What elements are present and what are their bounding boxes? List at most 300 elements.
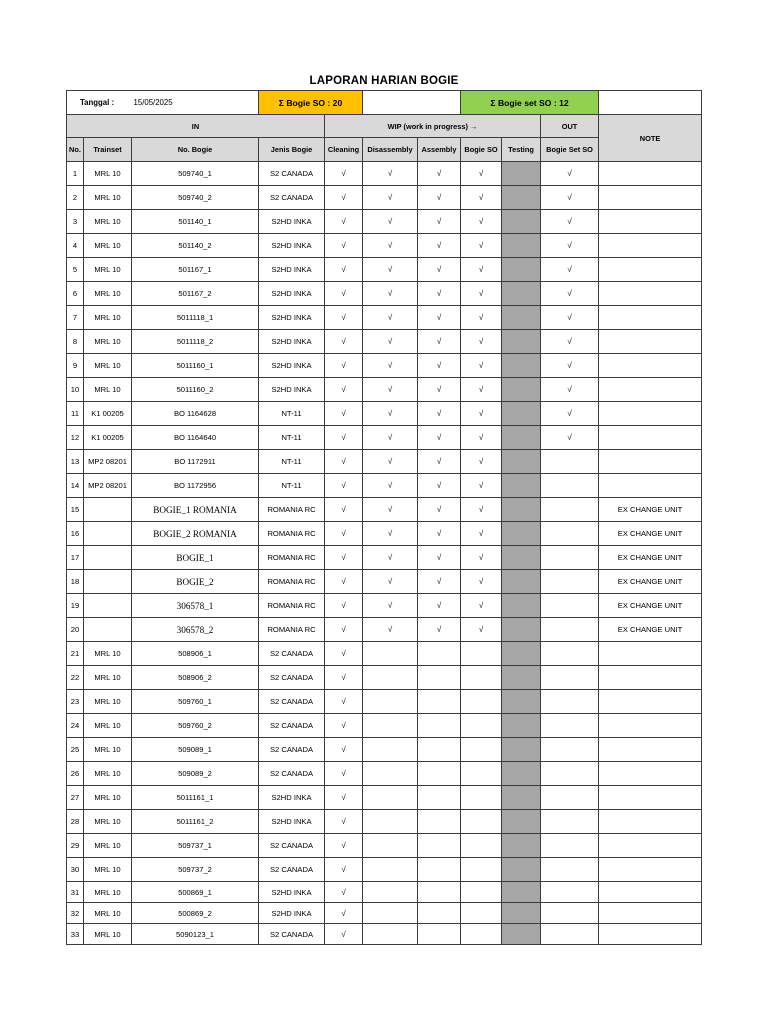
table-row: [67, 882, 702, 903]
cell-jenis-bogie: ROMANIA RC: [259, 546, 325, 570]
cell-cleaning: √: [325, 786, 363, 810]
cell-jenis-bogie: S2 CANADA: [259, 642, 325, 666]
cell-no-bogie: 500869_1: [132, 882, 259, 903]
cell-assembly: √: [418, 426, 461, 450]
table-row: [67, 924, 702, 945]
cell-no-bogie: 5011118_1: [132, 306, 259, 330]
cell-disassembly: [363, 810, 418, 834]
cell-bogie-so: √: [461, 210, 502, 234]
cell-no: 16: [67, 522, 84, 546]
cell-no: 6: [67, 282, 84, 306]
cell-disassembly: √: [363, 282, 418, 306]
header-no: No.: [67, 138, 84, 162]
cell-disassembly: √: [363, 330, 418, 354]
bogie-set-so-total: [461, 91, 599, 115]
table-row: [67, 903, 702, 924]
cell-trainset: MRL 10: [84, 714, 132, 738]
cell-testing: [502, 378, 541, 402]
cell-testing: [502, 210, 541, 234]
cell-bogie-so: [461, 786, 502, 810]
cell-testing: [502, 354, 541, 378]
cell-trainset: MRL 10: [84, 810, 132, 834]
cell-assembly: √: [418, 234, 461, 258]
tanggal-label: Tanggal :: [67, 91, 132, 115]
cell-no: 33: [67, 924, 84, 945]
cell-bogie-so: √: [461, 546, 502, 570]
cell-note: EX CHANGE UNIT: [599, 522, 702, 546]
cell-testing: [502, 714, 541, 738]
cell-assembly: [418, 786, 461, 810]
cell-assembly: [418, 642, 461, 666]
bogie-so-label: Σ Bogie SO :: [278, 97, 331, 108]
cell-jenis-bogie: ROMANIA RC: [259, 498, 325, 522]
cell-no: 20: [67, 618, 84, 642]
cell-jenis-bogie: S2HD INKA: [259, 354, 325, 378]
table-row: [67, 858, 702, 882]
cell-no-bogie: 306578_2: [132, 618, 259, 642]
cell-note: [599, 810, 702, 834]
cell-note: [599, 402, 702, 426]
cell-jenis-bogie: NT-11: [259, 402, 325, 426]
cell-disassembly: √: [363, 594, 418, 618]
cell-jenis-bogie: S2HD INKA: [259, 786, 325, 810]
cell-no: 11: [67, 402, 84, 426]
cell-bogie-set-so: √: [541, 306, 599, 330]
cell-bogie-so: [461, 858, 502, 882]
cell-no: 17: [67, 546, 84, 570]
cell-jenis-bogie: S2HD INKA: [259, 378, 325, 402]
cell-trainset: [84, 498, 132, 522]
cell-no: 9: [67, 354, 84, 378]
cell-note: [599, 924, 702, 945]
cell-assembly: √: [418, 378, 461, 402]
cell-jenis-bogie: ROMANIA RC: [259, 594, 325, 618]
cell-bogie-so: √: [461, 186, 502, 210]
cell-bogie-so: √: [461, 378, 502, 402]
cell-testing: [502, 738, 541, 762]
cell-disassembly: √: [363, 162, 418, 186]
cell-note: [599, 354, 702, 378]
cell-testing: [502, 924, 541, 945]
cell-no-bogie: 5011160_1: [132, 354, 259, 378]
cell-assembly: [418, 858, 461, 882]
cell-no: 23: [67, 690, 84, 714]
bogie-set-so-label: Σ Bogie set SO :: [490, 97, 557, 108]
cell-bogie-set-so: [541, 570, 599, 594]
header-bogie-so: Bogie SO: [461, 138, 502, 162]
cell-bogie-set-so: [541, 642, 599, 666]
cell-no-bogie: BOGIE_1 ROMANIA: [132, 498, 259, 522]
cell-jenis-bogie: S2HD INKA: [259, 258, 325, 282]
cell-disassembly: √: [363, 234, 418, 258]
header-testing: Testing: [502, 138, 541, 162]
cell-note: [599, 882, 702, 903]
cell-no-bogie: 509760_2: [132, 714, 259, 738]
cell-assembly: [418, 810, 461, 834]
cell-bogie-so: [461, 762, 502, 786]
cell-jenis-bogie: S2HD INKA: [259, 903, 325, 924]
header-jenis-bogie: Jenis Bogie: [259, 138, 325, 162]
cell-bogie-so: √: [461, 498, 502, 522]
cell-note: [599, 690, 702, 714]
cell-trainset: [84, 618, 132, 642]
cell-assembly: [418, 738, 461, 762]
cell-no-bogie: 5011161_1: [132, 786, 259, 810]
cell-bogie-so: [461, 834, 502, 858]
cell-trainset: MRL 10: [84, 234, 132, 258]
cell-testing: [502, 474, 541, 498]
table-row: [67, 474, 702, 498]
cell-trainset: MRL 10: [84, 690, 132, 714]
cell-bogie-set-so: √: [541, 282, 599, 306]
cell-note: [599, 738, 702, 762]
cell-no-bogie: 509737_2: [132, 858, 259, 882]
cell-no: 26: [67, 762, 84, 786]
cell-disassembly: [363, 762, 418, 786]
table-row: [67, 618, 702, 642]
header-out: OUT: [541, 115, 599, 138]
table-row: [67, 834, 702, 858]
cell-assembly: √: [418, 282, 461, 306]
cell-trainset: K1 00205: [84, 426, 132, 450]
cell-bogie-set-so: [541, 690, 599, 714]
table-row: [67, 594, 702, 618]
cell-assembly: √: [418, 306, 461, 330]
bogie-so-value: 20: [332, 97, 343, 108]
report-title: LAPORAN HARIAN BOGIE: [309, 75, 459, 87]
cell-no-bogie: 501167_1: [132, 258, 259, 282]
cell-disassembly: √: [363, 210, 418, 234]
cell-jenis-bogie: S2 CANADA: [259, 924, 325, 945]
cell-note: [599, 834, 702, 858]
cell-note: EX CHANGE UNIT: [599, 498, 702, 522]
cell-jenis-bogie: S2HD INKA: [259, 330, 325, 354]
table-row: [67, 282, 702, 306]
table-row: [67, 450, 702, 474]
cell-no: 15: [67, 498, 84, 522]
cell-note: [599, 378, 702, 402]
cell-assembly: √: [418, 354, 461, 378]
cell-no: 8: [67, 330, 84, 354]
cell-disassembly: √: [363, 186, 418, 210]
cell-disassembly: [363, 834, 418, 858]
cell-bogie-so: √: [461, 354, 502, 378]
cell-trainset: MRL 10: [84, 642, 132, 666]
cell-trainset: MRL 10: [84, 354, 132, 378]
cell-trainset: MRL 10: [84, 258, 132, 282]
header-bogie-set-so: Bogie Set SO: [541, 138, 599, 162]
header-cleaning: Cleaning: [325, 138, 363, 162]
cell-cleaning: √: [325, 546, 363, 570]
info-blank-2: [599, 91, 702, 115]
cell-jenis-bogie: S2 CANADA: [259, 834, 325, 858]
cell-assembly: [418, 690, 461, 714]
cell-assembly: √: [418, 618, 461, 642]
cell-trainset: K1 00205: [84, 402, 132, 426]
cell-jenis-bogie: S2HD INKA: [259, 210, 325, 234]
cell-assembly: √: [418, 258, 461, 282]
table-row: [67, 258, 702, 282]
cell-cleaning: √: [325, 426, 363, 450]
cell-bogie-set-so: [541, 498, 599, 522]
cell-no: 2: [67, 186, 84, 210]
cell-no-bogie: 501167_2: [132, 282, 259, 306]
cell-jenis-bogie: NT-11: [259, 426, 325, 450]
table-row: [67, 402, 702, 426]
cell-no-bogie: 5011161_2: [132, 810, 259, 834]
cell-disassembly: √: [363, 450, 418, 474]
cell-no: 7: [67, 306, 84, 330]
cell-testing: [502, 666, 541, 690]
cell-jenis-bogie: S2HD INKA: [259, 282, 325, 306]
cell-no: 25: [67, 738, 84, 762]
cell-disassembly: √: [363, 354, 418, 378]
table-row: [67, 666, 702, 690]
cell-bogie-set-so: √: [541, 210, 599, 234]
cell-disassembly: [363, 924, 418, 945]
cell-bogie-set-so: √: [541, 330, 599, 354]
cell-cleaning: √: [325, 378, 363, 402]
cell-bogie-set-so: √: [541, 426, 599, 450]
cell-trainset: MRL 10: [84, 882, 132, 903]
cell-bogie-so: [461, 903, 502, 924]
cell-cleaning: √: [325, 618, 363, 642]
cell-jenis-bogie: NT-11: [259, 450, 325, 474]
cell-testing: [502, 903, 541, 924]
cell-assembly: √: [418, 546, 461, 570]
cell-bogie-set-so: [541, 546, 599, 570]
cell-bogie-set-so: [541, 924, 599, 945]
cell-bogie-set-so: [541, 714, 599, 738]
cell-trainset: MP2 08201: [84, 450, 132, 474]
cell-bogie-set-so: [541, 882, 599, 903]
cell-note: [599, 642, 702, 666]
cell-testing: [502, 690, 541, 714]
cell-note: [599, 330, 702, 354]
cell-note: EX CHANGE UNIT: [599, 594, 702, 618]
table-row: [67, 210, 702, 234]
cell-bogie-set-so: [541, 594, 599, 618]
cell-testing: [502, 306, 541, 330]
cell-note: [599, 210, 702, 234]
cell-jenis-bogie: S2 CANADA: [259, 738, 325, 762]
cell-disassembly: [363, 882, 418, 903]
table-row: [67, 762, 702, 786]
cell-no: 14: [67, 474, 84, 498]
cell-cleaning: √: [325, 210, 363, 234]
cell-bogie-set-so: [541, 762, 599, 786]
cell-jenis-bogie: NT-11: [259, 474, 325, 498]
header-no-bogie: No. Bogie: [132, 138, 259, 162]
cell-cleaning: √: [325, 594, 363, 618]
cell-testing: [502, 426, 541, 450]
cell-no: 30: [67, 858, 84, 882]
cell-cleaning: √: [325, 522, 363, 546]
cell-no: 3: [67, 210, 84, 234]
cell-jenis-bogie: ROMANIA RC: [259, 618, 325, 642]
cell-bogie-set-so: [541, 450, 599, 474]
cell-assembly: [418, 666, 461, 690]
cell-testing: [502, 450, 541, 474]
cell-bogie-so: √: [461, 234, 502, 258]
cell-testing: [502, 882, 541, 903]
cell-testing: [502, 570, 541, 594]
cell-no: 1: [67, 162, 84, 186]
cell-testing: [502, 330, 541, 354]
cell-cleaning: √: [325, 738, 363, 762]
header-trainset: Trainset: [84, 138, 132, 162]
cell-bogie-set-so: √: [541, 378, 599, 402]
cell-note: EX CHANGE UNIT: [599, 618, 702, 642]
cell-no: 4: [67, 234, 84, 258]
cell-note: [599, 903, 702, 924]
cell-testing: [502, 498, 541, 522]
cell-cleaning: √: [325, 234, 363, 258]
cell-disassembly: [363, 714, 418, 738]
cell-assembly: √: [418, 498, 461, 522]
tanggal-value: 15/05/2025: [132, 91, 259, 115]
cell-testing: [502, 522, 541, 546]
cell-note: [599, 762, 702, 786]
cell-bogie-set-so: [541, 522, 599, 546]
cell-trainset: MRL 10: [84, 378, 132, 402]
cell-trainset: MRL 10: [84, 762, 132, 786]
cell-disassembly: [363, 690, 418, 714]
cell-cleaning: √: [325, 474, 363, 498]
cell-no: 21: [67, 642, 84, 666]
cell-note: [599, 282, 702, 306]
cell-no-bogie: 508906_2: [132, 666, 259, 690]
cell-bogie-so: √: [461, 594, 502, 618]
cell-testing: [502, 786, 541, 810]
cell-note: [599, 450, 702, 474]
cell-testing: [502, 858, 541, 882]
cell-trainset: MRL 10: [84, 834, 132, 858]
cell-no: 5: [67, 258, 84, 282]
cell-assembly: [418, 714, 461, 738]
cell-cleaning: √: [325, 450, 363, 474]
cell-bogie-so: [461, 714, 502, 738]
cell-disassembly: [363, 786, 418, 810]
cell-note: [599, 714, 702, 738]
cell-disassembly: √: [363, 522, 418, 546]
bogie-so-total: [259, 91, 363, 115]
cell-bogie-set-so: [541, 738, 599, 762]
table-row: [67, 426, 702, 450]
cell-trainset: MRL 10: [84, 924, 132, 945]
table-row: [67, 378, 702, 402]
cell-disassembly: [363, 738, 418, 762]
cell-no: 19: [67, 594, 84, 618]
table-row: [67, 690, 702, 714]
cell-cleaning: √: [325, 714, 363, 738]
table-row: [67, 186, 702, 210]
cell-no: 24: [67, 714, 84, 738]
cell-jenis-bogie: ROMANIA RC: [259, 522, 325, 546]
bogie-report-table: [66, 90, 702, 945]
cell-no-bogie: BOGIE_1: [132, 546, 259, 570]
info-row: [67, 91, 702, 115]
cell-assembly: √: [418, 450, 461, 474]
cell-cleaning: √: [325, 903, 363, 924]
cell-testing: [502, 810, 541, 834]
cell-bogie-so: [461, 690, 502, 714]
cell-bogie-set-so: [541, 666, 599, 690]
cell-no-bogie: 509737_1: [132, 834, 259, 858]
table-row: [67, 738, 702, 762]
cell-bogie-so: √: [461, 570, 502, 594]
cell-bogie-so: [461, 882, 502, 903]
cell-note: [599, 666, 702, 690]
cell-bogie-so: √: [461, 330, 502, 354]
cell-cleaning: √: [325, 834, 363, 858]
cell-no-bogie: BO 1172911: [132, 450, 259, 474]
cell-bogie-set-so: [541, 474, 599, 498]
cell-trainset: [84, 546, 132, 570]
cell-note: [599, 786, 702, 810]
cell-testing: [502, 402, 541, 426]
cell-jenis-bogie: S2 CANADA: [259, 858, 325, 882]
cell-bogie-set-so: [541, 618, 599, 642]
cell-disassembly: [363, 666, 418, 690]
cell-disassembly: √: [363, 426, 418, 450]
cell-jenis-bogie: S2 CANADA: [259, 186, 325, 210]
cell-no: 28: [67, 810, 84, 834]
cell-bogie-set-so: √: [541, 234, 599, 258]
cell-cleaning: √: [325, 762, 363, 786]
cell-no-bogie: 509740_1: [132, 162, 259, 186]
cell-testing: [502, 234, 541, 258]
cell-trainset: [84, 594, 132, 618]
cell-bogie-set-so: √: [541, 162, 599, 186]
cell-trainset: [84, 570, 132, 594]
cell-trainset: [84, 522, 132, 546]
cell-no-bogie: 508906_1: [132, 642, 259, 666]
cell-assembly: [418, 834, 461, 858]
cell-no-bogie: BO 1164628: [132, 402, 259, 426]
cell-assembly: [418, 903, 461, 924]
cell-cleaning: √: [325, 162, 363, 186]
cell-note: [599, 306, 702, 330]
cell-no: 12: [67, 426, 84, 450]
cell-no-bogie: 5011118_2: [132, 330, 259, 354]
cell-no-bogie: 509089_2: [132, 762, 259, 786]
cell-bogie-set-so: [541, 810, 599, 834]
cell-no-bogie: 306578_1: [132, 594, 259, 618]
cell-no-bogie: 509740_2: [132, 186, 259, 210]
cell-note: [599, 258, 702, 282]
cell-no: 31: [67, 882, 84, 903]
cell-no: 13: [67, 450, 84, 474]
cell-no: 18: [67, 570, 84, 594]
cell-trainset: MRL 10: [84, 858, 132, 882]
cell-bogie-set-so: √: [541, 402, 599, 426]
cell-trainset: MRL 10: [84, 738, 132, 762]
cell-cleaning: √: [325, 666, 363, 690]
cell-note: [599, 234, 702, 258]
cell-bogie-so: √: [461, 402, 502, 426]
cell-disassembly: √: [363, 498, 418, 522]
cell-bogie-so: [461, 810, 502, 834]
cell-trainset: MRL 10: [84, 306, 132, 330]
cell-jenis-bogie: S2 CANADA: [259, 762, 325, 786]
cell-no-bogie: 509760_1: [132, 690, 259, 714]
cell-bogie-so: √: [461, 162, 502, 186]
cell-no-bogie: BO 1172956: [132, 474, 259, 498]
cell-bogie-so: √: [461, 618, 502, 642]
cell-trainset: MP2 08201: [84, 474, 132, 498]
cell-assembly: √: [418, 474, 461, 498]
